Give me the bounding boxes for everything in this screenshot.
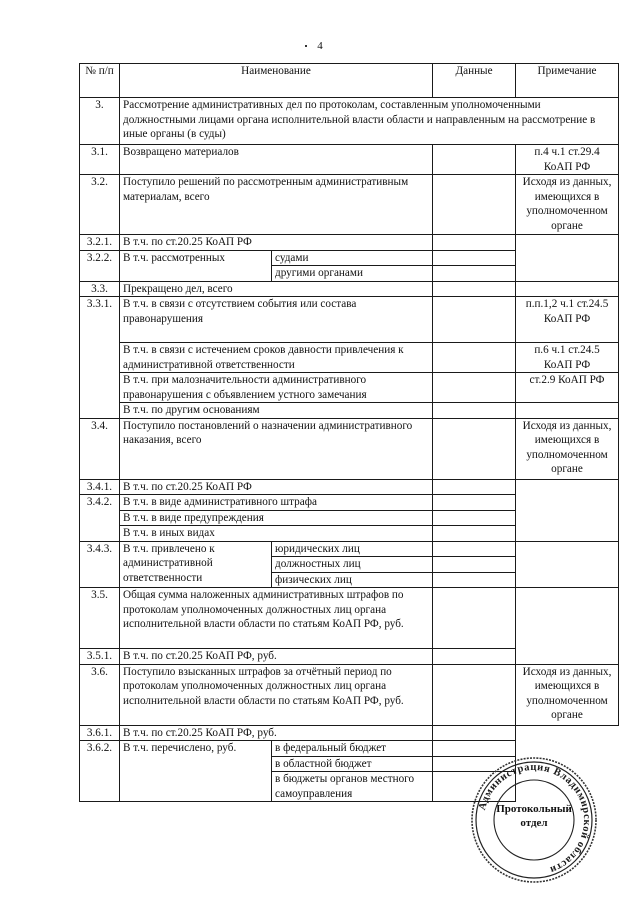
data-cell	[433, 266, 516, 282]
row-name: В т.ч. по другим основаниям	[120, 403, 433, 419]
table-row	[80, 588, 619, 649]
row-number: 3.2.2.	[80, 250, 120, 281]
row-note: Исходя из данных, имеющихся в уполномоченном органе	[516, 418, 619, 479]
row-number: 3.3.1.	[80, 297, 120, 419]
row-number: 3.4.1.	[80, 479, 120, 495]
row-number: 3.4.3.	[80, 541, 120, 588]
row-name: В т.ч. привлечено к административной ответственности	[120, 541, 272, 588]
row-name: Прекращено дел, всего	[120, 281, 433, 297]
stamp-ring-text: Администрация Владимирской области	[477, 761, 593, 876]
row-name: В т.ч. в связи с отсутствием события или состава правонарушения	[120, 297, 433, 343]
data-cell	[433, 541, 516, 557]
stamp-center-text: Протокольный отдел	[496, 803, 572, 829]
row-number: 3.2.	[80, 175, 120, 235]
data-cell	[433, 250, 516, 266]
row-name: В т.ч. рассмотренных	[120, 250, 272, 281]
row-note: п.4 ч.1 ст.29.4 КоАП РФ	[516, 145, 619, 175]
data-cell	[433, 403, 516, 419]
data-cell	[433, 145, 516, 175]
table-header-row	[80, 64, 619, 98]
row-note: Исходя из данных, имеющихся в уполномоченном органе	[516, 175, 619, 235]
note-cell	[516, 235, 619, 282]
row-name: В т.ч. в иных видах	[120, 526, 433, 542]
table-row	[80, 479, 619, 495]
row-number: 3.1.	[80, 145, 120, 175]
note-cell	[516, 541, 619, 588]
row-number: 3.6.2.	[80, 741, 120, 802]
row-name: Общая сумма наложенных административных штрафов по протоколам уполномоченных должностных лиц органа исполнительной власти области по статьям КоАП РФ, руб.	[120, 588, 433, 649]
row-number: 3.4.	[80, 418, 120, 479]
table-row	[80, 297, 619, 343]
data-cell	[433, 725, 516, 741]
row-name: В т.ч. в связи с истечением сроков давности привлечения к административной ответственности	[120, 343, 433, 373]
row-subitem: должностных лиц	[272, 557, 433, 573]
note-cell	[516, 479, 619, 541]
data-cell	[433, 557, 516, 573]
row-name: В т.ч. в виде предупреждения	[120, 510, 433, 526]
row-name: В т.ч. перечислено, руб.	[120, 741, 272, 802]
data-cell	[433, 373, 516, 403]
data-cell	[433, 281, 516, 297]
row-number: 3.3.	[80, 281, 120, 297]
row-number: 3.	[80, 98, 120, 145]
table-row	[80, 235, 619, 251]
row-subitem: в федеральный бюджет	[272, 741, 433, 757]
official-stamp	[469, 755, 599, 885]
row-name: Поступило взысканных штрафов за отчётный период по протоколам уполномоченных должностных лиц органа исполнительной власти области по статьям КоАП РФ, руб.	[120, 664, 433, 725]
row-name: Поступило постановлений о назначении административного наказания, всего	[120, 418, 433, 479]
row-number: 3.5.1.	[80, 649, 120, 665]
row-subitem: другими органами	[272, 266, 433, 282]
row-number: 3.4.2.	[80, 495, 120, 542]
row-name: В т.ч. в виде административного штрафа	[120, 495, 433, 511]
note-cell	[516, 281, 619, 297]
table-row	[80, 418, 619, 479]
table-row	[80, 664, 619, 725]
data-cell	[433, 479, 516, 495]
report-table	[79, 63, 619, 802]
row-number: 3.6.1.	[80, 725, 120, 741]
row-subitem: в бюджеты органов местного самоуправления	[272, 772, 433, 802]
row-name: В т.ч. по ст.20.25 КоАП РФ, руб.	[120, 649, 433, 665]
row-note: ст.2.9 КоАП РФ	[516, 373, 619, 403]
data-cell	[433, 495, 516, 511]
table-row	[80, 281, 619, 297]
data-cell	[433, 510, 516, 526]
row-subitem: юридических лиц	[272, 541, 433, 557]
header-data: Данные	[433, 64, 516, 98]
note-cell	[516, 588, 619, 665]
row-name: Поступило решений по рассмотренным административным материалам, всего	[120, 175, 433, 235]
row-name: Рассмотрение административных дел по протоколам, составленным уполномоченными должностными лицами органа исполнительной власти области и направленным на рассмотрение в иные органы (в суды)	[120, 98, 619, 145]
row-name: В т.ч. при малозначительности административного правонарушения с объявлением устного замечания	[120, 373, 433, 403]
header-name: Наименование	[120, 64, 433, 98]
row-number: 3.6.	[80, 664, 120, 725]
data-cell	[433, 649, 516, 665]
table-row	[80, 373, 619, 403]
data-cell	[433, 175, 516, 235]
data-cell	[433, 343, 516, 373]
data-cell	[433, 664, 516, 725]
row-subitem: физических лиц	[272, 572, 433, 588]
header-num: № п/п	[80, 64, 120, 98]
row-number: 3.5.	[80, 588, 120, 649]
data-cell	[433, 235, 516, 251]
table-row	[80, 175, 619, 235]
row-name: Возвращено материалов	[120, 145, 433, 175]
table-row	[80, 98, 619, 145]
row-note: Исходя из данных, имеющихся в уполномоченном органе	[516, 664, 619, 725]
page-number: 4	[0, 40, 640, 52]
row-note: п.п.1,2 ч.1 ст.24.5 КоАП РФ	[516, 297, 619, 343]
row-name: В т.ч. по ст.20.25 КоАП РФ	[120, 235, 433, 251]
table-row	[80, 403, 619, 419]
row-subitem: в областной бюджет	[272, 756, 433, 772]
data-cell	[433, 588, 516, 649]
data-cell	[433, 741, 516, 757]
header-note: Примечание	[516, 64, 619, 98]
note-cell	[516, 403, 619, 419]
data-cell	[433, 297, 516, 343]
row-name: В т.ч. по ст.20.25 КоАП РФ	[120, 479, 433, 495]
row-name: В т.ч. по ст.20.25 КоАП РФ, руб.	[120, 725, 433, 741]
data-cell	[433, 572, 516, 588]
table-row	[80, 725, 619, 741]
table-row	[80, 541, 619, 557]
table-row	[80, 343, 619, 373]
row-note: п.6 ч.1 ст.24.5 КоАП РФ	[516, 343, 619, 373]
data-cell	[433, 526, 516, 542]
data-cell	[433, 418, 516, 479]
row-number: 3.2.1.	[80, 235, 120, 251]
table-row	[80, 145, 619, 175]
row-subitem: судами	[272, 250, 433, 266]
